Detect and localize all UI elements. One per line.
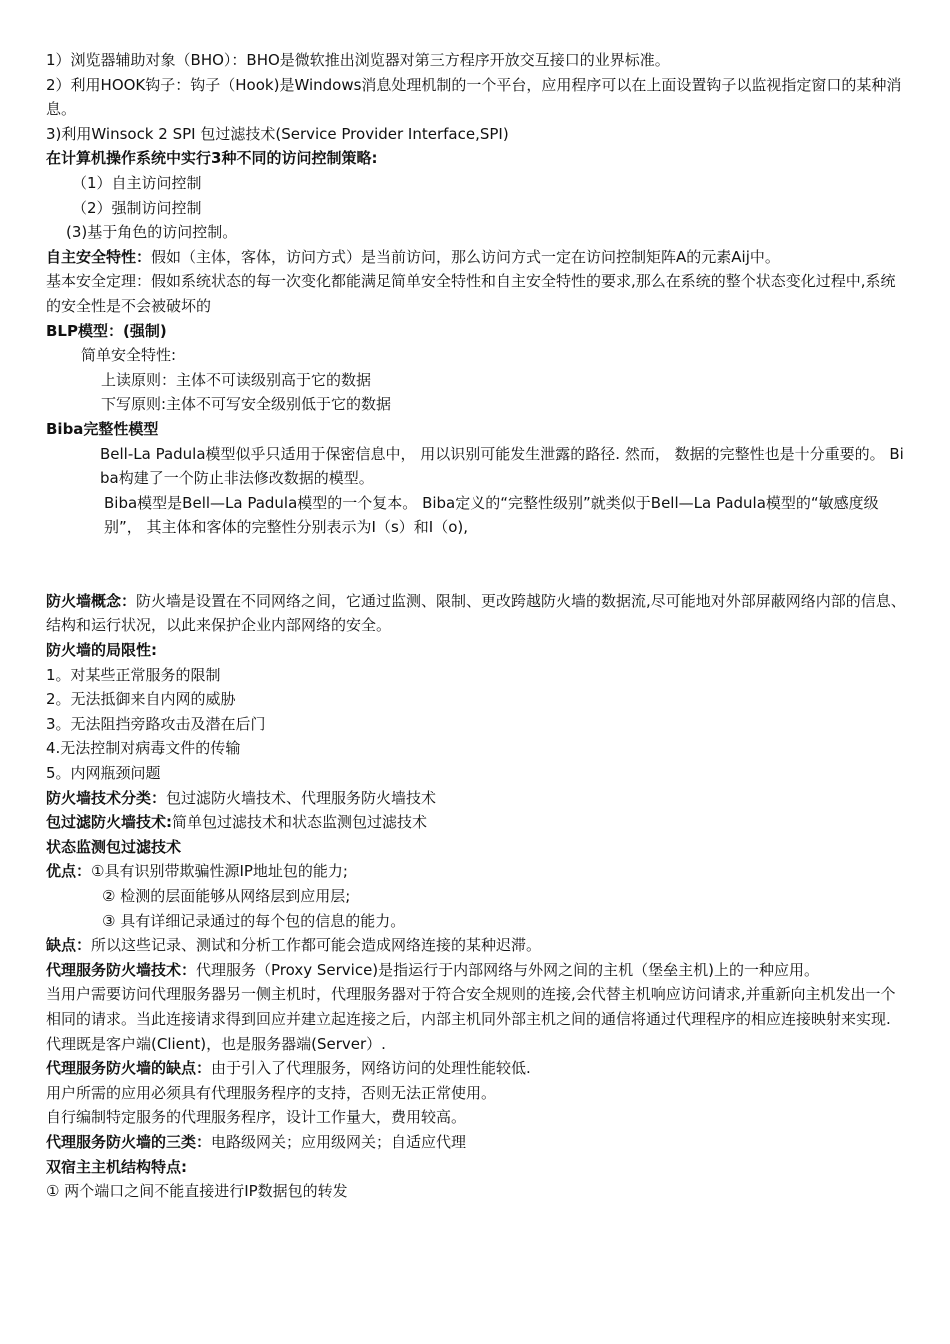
paragraph-text: （1）自主访问控制 <box>72 173 202 192</box>
bold-heading: 在计算机操作系统中实行3种不同的访问控制策略: <box>46 149 378 168</box>
paragraph-text: 防火墙是设置在不同网络之间，它通过监测、限制、更改跨越防火墙的数据流,尽可能地对外部屏蔽网络内部的信息、结构和运行状况，以此来保护企业内部网络的安全。 <box>46 591 906 635</box>
paragraph <box>46 884 908 909</box>
bold-heading: 缺点： <box>46 936 92 955</box>
paragraph <box>46 589 908 638</box>
bold-heading: 自主安全特性： <box>46 247 152 266</box>
paragraph-text: 代理既是客户端(Client)，也是服务器端(Server）. <box>46 1034 386 1053</box>
paragraph <box>46 1056 908 1081</box>
bold-heading: BLP模型：(强制) <box>46 321 167 340</box>
paragraph-text: 简单包过滤技术和状态监测包过滤技术 <box>172 813 428 832</box>
bold-heading: 状态监测包过滤技术 <box>46 837 182 856</box>
bold-heading: 防火墙概念： <box>46 591 137 610</box>
paragraph <box>46 982 908 1031</box>
paragraph-text: 由于引入了代理服务，网络访问的处理性能较低. <box>211 1059 531 1078</box>
paragraph <box>46 1105 908 1130</box>
paragraph <box>46 1081 908 1106</box>
paragraph <box>46 269 908 318</box>
paragraph <box>46 835 908 860</box>
paragraph <box>46 859 908 884</box>
paragraph-text: 2）利用HOOK钩子：钩子（Hook)是Windows消息处理机制的一个平台，应用程序可以在上面设置钩子以监视指定窗口的某种消息。 <box>46 75 902 119</box>
paragraph-text: 简单安全特性: <box>81 346 177 365</box>
paragraph-text: 4.无法控制对病毒文件的传输 <box>46 739 241 758</box>
paragraph <box>46 343 908 368</box>
paragraph <box>46 638 908 663</box>
paragraph-text: ① 两个端口之间不能直接进行IP数据包的转发 <box>46 1182 348 1201</box>
paragraph <box>46 319 908 344</box>
paragraph-text: 下写原则:主体不可写安全级别低于它的数据 <box>101 395 392 414</box>
paragraph-text: 3)利用Winsock 2 SPI 包过滤技术(Service Provider Interface,SPI) <box>46 124 509 143</box>
paragraph-text: 用户所需的应用必须具有代理服务程序的支持，否则无法正常使用。 <box>46 1083 497 1102</box>
bold-heading: 代理服务防火墙的缺点： <box>46 1059 212 1078</box>
paragraph <box>46 368 908 393</box>
paragraph <box>46 245 908 270</box>
bold-heading: 防火墙技术分类： <box>46 788 167 807</box>
bold-heading: Biba完整性模型 <box>46 419 159 438</box>
paragraph <box>46 146 908 171</box>
paragraph-text: 基本安全定理：假如系统状态的每一次变化都能满足简单安全特性和自主安全特性的要求,那么在系统的整个状态变化过程中,系统的安全性是不会被破坏的 <box>46 272 896 315</box>
paragraph <box>46 909 908 934</box>
paragraph-text: 3。无法阻挡旁路攻击及潜在后门 <box>46 714 266 733</box>
paragraph <box>46 712 908 737</box>
document-section <box>46 48 908 540</box>
paragraph <box>46 1179 908 1204</box>
paragraph <box>46 220 908 245</box>
paragraph-text: Biba模型是Bell—La Padula模型的一个复本。 Biba定义的“完整性级别”就类似于Bell—La Padula模型的“敏感度级别”， 其主体和客体的完整性分别表示为I（s）和I（o), <box>104 493 879 537</box>
paragraph-text: 当用户需要访问代理服务器另一侧主机时，代理服务器对于符合安全规则的连接,会代替主机响应访问请求,并重新向主机发出一个相同的请求。当此连接请求得到回应并建立起连接之后，内部主机同外部主机之间的通信将通过代理程序的相应连接映射来实现. <box>46 985 896 1028</box>
paragraph <box>46 1155 908 1180</box>
bold-heading: 优点： <box>46 862 92 881</box>
paragraph <box>46 392 908 417</box>
paragraph-text: ② 检测的层面能够从网络层到应用层; <box>102 887 351 905</box>
paragraph-text: 1）浏览器辅助对象（BHO）：BHO是微软推出浏览器对第三方程序开放交互接口的业界标准。 <box>46 51 670 69</box>
paragraph-text: 所以这些记录、测试和分析工作都可能会造成网络连接的某种迟滞。 <box>91 936 542 955</box>
paragraph <box>46 736 908 761</box>
paragraph <box>46 48 908 73</box>
paragraph <box>46 73 908 122</box>
paragraph-text: 上读原则：主体不可读级别高于它的数据 <box>101 370 372 389</box>
paragraph-text: 5。内网瓶颈问题 <box>46 764 161 783</box>
paragraph-text: Bell-La Padula模型似乎只适用于保密信息中， 用以识别可能发生泄露的路径. 然而， 数据的完整性也是十分重要的。 Biba构建了一个防止非法修改数据的模型。 <box>100 444 904 488</box>
paragraph <box>46 687 908 712</box>
bold-heading: 代理服务防火墙技术： <box>46 960 197 979</box>
paragraph-text: 代理服务（Proxy Service)是指运行于内部网络与外网之间的主机（堡垒主机)上的一种应用。 <box>196 960 820 979</box>
paragraph <box>46 810 908 835</box>
document-page <box>46 48 908 1204</box>
paragraph-text: 包过滤防火墙技术、代理服务防火墙技术 <box>166 788 437 807</box>
paragraph-text: 电路级网关；应用级网关；自适应代理 <box>211 1132 467 1151</box>
paragraph <box>46 442 908 491</box>
bold-heading: 双宿主主机结构特点: <box>46 1157 187 1176</box>
paragraph-text: (3)基于角色的访问控制。 <box>66 223 238 242</box>
paragraph <box>46 417 908 442</box>
paragraph-text: 自行编制特定服务的代理服务程序，设计工作量大，费用较高。 <box>46 1108 467 1127</box>
bold-heading: 代理服务防火墙的三类： <box>46 1132 212 1151</box>
paragraph <box>46 196 908 221</box>
paragraph <box>46 958 908 983</box>
section-gap <box>46 540 908 589</box>
paragraph <box>46 933 908 958</box>
paragraph <box>46 1032 908 1057</box>
paragraph <box>46 663 908 688</box>
paragraph-text: 2。无法抵御来自内网的威胁 <box>46 690 236 709</box>
paragraph <box>46 786 908 811</box>
paragraph-text: （2）强制访问控制 <box>72 198 202 217</box>
bold-heading: 包过滤防火墙技术: <box>46 813 172 832</box>
paragraph-text: 1。对某些正常服务的限制 <box>46 665 221 684</box>
document-section <box>46 589 908 1204</box>
paragraph <box>46 761 908 786</box>
paragraph <box>46 491 908 540</box>
paragraph <box>46 1130 908 1155</box>
bold-heading: 防火墙的局限性: <box>46 641 157 660</box>
paragraph <box>46 122 908 147</box>
paragraph-text: ③ 具有详细记录通过的每个包的信息的能力。 <box>102 911 406 930</box>
paragraph-text: 假如（主体，客体，访问方式）是当前访问，那么访问方式一定在访问控制矩阵A的元素Aij中。 <box>151 247 780 266</box>
paragraph <box>46 171 908 196</box>
paragraph-text: ①具有识别带欺骗性源IP地址包的能力; <box>91 862 348 881</box>
